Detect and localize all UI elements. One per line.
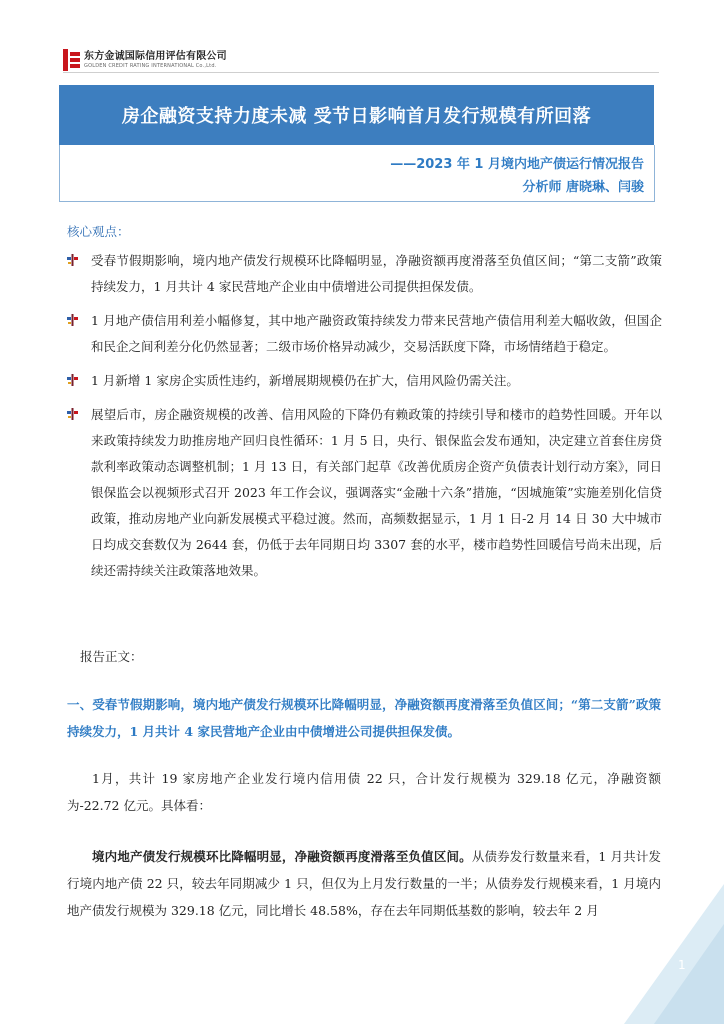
list-item	[67, 248, 662, 300]
company-name-en: GOLDEN CREDIT RATING INTERNATIONAL Co.,Ltd.	[84, 62, 217, 69]
report-body-label: 报告正文：	[80, 649, 143, 664]
paragraph-text: 从债券发行数量来看，1 月共计发行境内地产债 22 只，较去年同期减少 1 只，但仅为上月发行数量的一半；从债券发行规模来看，1 月境内地产债发行规模为 329.18 亿元，同比增长 48.58%，存在去年同期低基数的影响，较去年 2 月	[67, 849, 661, 918]
bullet-icon	[67, 314, 79, 326]
report-title: 房企融资支持力度未减 受节日影响首月发行规模有所回落	[121, 106, 592, 127]
header-divider	[63, 72, 659, 73]
subtitle-box	[59, 145, 655, 202]
list-item	[67, 368, 662, 394]
page-number: 1	[678, 958, 686, 972]
body-paragraph-2	[67, 843, 661, 924]
bullet-icon	[67, 374, 79, 386]
core-views-heading: 核心观点：	[67, 224, 130, 239]
logo-mark-icon	[63, 49, 80, 71]
title-banner	[59, 85, 654, 145]
core-view-2: 1 月地产债信用利差小幅修复，其中地产融资政策持续发力带来民营地产债信用利差大幅收敛，但国企和民企之间利差分化仍然显著；二级市场价格异动减少，交易活跃度下降，市场情绪趋于稳定。	[91, 313, 662, 354]
core-view-1: 受春节假期影响，境内地产债发行规模环比降幅明显，净融资额再度滑落至负值区间；“第二支箭”政策持续发力，1 月共计 4 家民营地产企业由中债增进公司提供担保发债。	[91, 253, 662, 294]
core-view-3: 1 月新增 1 家房企实质性违约，新增展期规模仍在扩大，信用风险仍需关注。	[91, 373, 519, 388]
paragraph-lead: 境内地产债发行规模环比降幅明显，净融资额再度滑落至负值区间。	[92, 849, 472, 864]
section-heading-1: 一、受春节假期影响，境内地产债发行规模环比降幅明显，净融资额再度滑落至负值区间；“第二支箭”政策持续发力，1 月共计 4 家民营地产企业由中债增进公司提供担保发债。	[67, 697, 661, 739]
page-corner-decoration	[624, 884, 724, 1024]
core-view-4: 展望后市，房企融资规模的改善、信用风险的下降仍有赖政策的持续引导和楼市的趋势性回暖。开年以来政策持续发力助推房地产回归良性循环：1 月 5 日，央行、银保监会发布通知，决定建立首套住房贷款利率政策动态调整机制；1 月 13 日，有关部门起草《改善优质房企资产负债表计划行动方案》，同日银保监会以视频形式召开 2023 年工作会议，强调落实“金融十六条”措施，“因城施策”实施差别化信贷政策，推动房地产业向新发展模式平稳过渡。然而，高频数据显示，1 月 1 日-2 月 14 日 30 大中城市日均成交套数仅为 2644 套，仍低于去年同期日均 3307 套的水平，楼市趋势性回暖信号尚未出现，后续还需持续关注政策落地效果。	[91, 407, 662, 578]
analyst-line: 分析师 唐晓琳、闫骏	[522, 180, 644, 195]
report-subtitle: ——2023 年 1 月境内地产债运行情况报告	[390, 157, 644, 172]
bullet-icon	[67, 254, 79, 266]
list-item	[67, 308, 662, 360]
company-name-cn: 东方金诚国际信用评估有限公司	[84, 50, 227, 62]
bullet-icon	[67, 408, 79, 420]
body-paragraph-1: 1月，共计 19 家房地产企业发行境内信用债 22 只，合计发行规模为 329.18 亿元，净融资额为-22.72 亿元。具体看：	[67, 771, 661, 813]
list-item	[67, 402, 662, 584]
company-logo	[63, 49, 227, 71]
core-views-list	[67, 248, 662, 592]
